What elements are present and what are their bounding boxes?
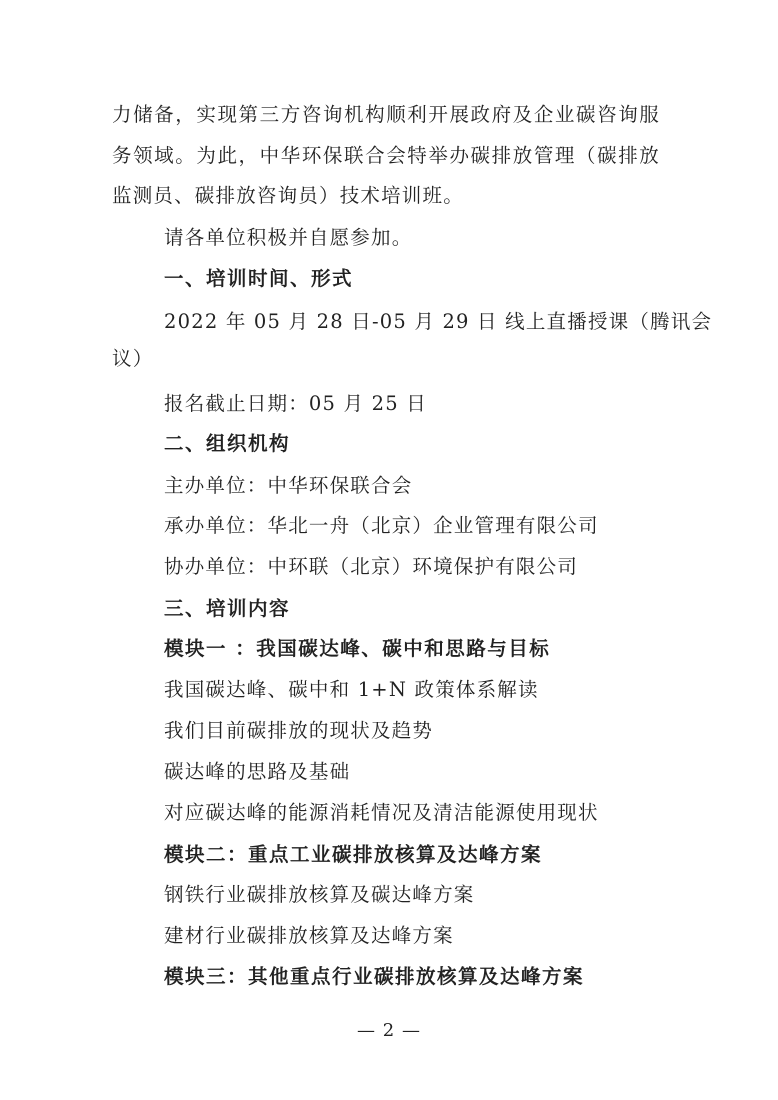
paragraph-line: 承办单位：华北一舟（北京）企业管理有限公司 [164,514,599,537]
paragraph-line: 务领域。为此，中华环保联合会特举办碳排放管理（碳排放 [112,144,660,167]
list-item: 钢铁行业碳排放核算及碳达峰方案 [164,883,475,906]
module-heading: 模块三：其他重点行业碳排放核算及达峰方案 [164,965,585,988]
list-item: 我们目前碳排放的现状及趋势 [164,719,434,742]
module-heading: 模块一 ：我国碳达峰、碳中和思路与目标 [164,637,551,660]
list-item: 对应碳达峰的能源消耗情况及清洁能源使用现状 [164,801,599,824]
list-item: 我国碳达峰、碳中和 1+N 政策体系解读 [164,678,539,701]
section-heading: 三、培训内容 [164,597,291,620]
paragraph-line: 监测员、碳排放咨询员）技术培训班。 [112,184,464,207]
paragraph-line: 议） [112,347,154,370]
paragraph-line: 力储备，实现第三方咨询机构顺利开展政府及企业碳咨询服 [112,103,660,126]
paragraph-line: 2022 年 05 月 28 日-05 月 29 日 线上直播授课（腾讯会 [164,310,713,333]
list-item: 建材行业碳排放核算及达峰方案 [164,924,454,947]
paragraph-line: 协办单位：中环联（北京）环境保护有限公司 [164,555,579,578]
section-heading: 一、培训时间、形式 [164,267,354,290]
list-item: 碳达峰的思路及基础 [164,760,351,783]
paragraph-line: 主办单位：中华环保联合会 [164,474,413,497]
module-heading: 模块二：重点工业碳排放核算及达峰方案 [164,843,543,866]
section-heading: 二、组织机构 [164,432,291,455]
paragraph-line: 报名截止日期：05 月 25 日 [164,392,427,415]
paragraph-line: 请各单位积极并自愿参加。 [164,226,413,249]
page-number: — 2 — [357,1020,421,1041]
